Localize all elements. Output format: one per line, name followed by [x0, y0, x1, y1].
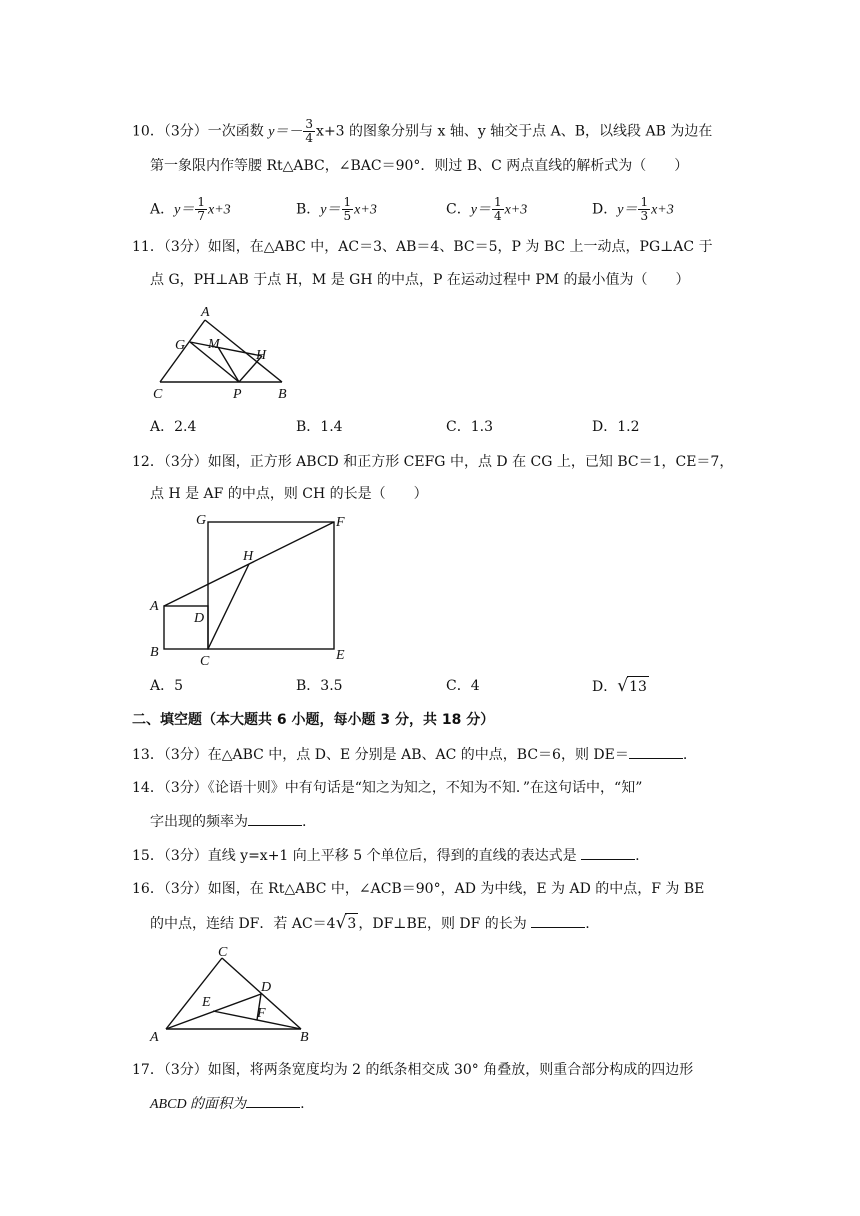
q11-option-a: A．2.4 [150, 419, 197, 435]
q10-fraction: $\frac{3}{4}$ [305, 117, 314, 145]
q12-label-c: C [200, 654, 210, 669]
q14-line2: 字出现的频率为 . [150, 811, 306, 832]
q13-line: 13．（3分）在△ABC 中，点 D、E 分别是 AB、AC 的中点，BC＝6，则 DE＝ . [132, 744, 687, 765]
q12-label-a: A [150, 599, 159, 614]
q11-option-d: D．1.2 [592, 419, 640, 435]
q16-label-b: B [300, 1030, 309, 1044]
q17-line2: ABCD 的面积为 . [150, 1093, 305, 1115]
q17-blank [246, 1093, 300, 1108]
q10-option-c: C．y＝ $\frac{1}{4}$ x+3 [446, 195, 528, 223]
q16-label-a: A [150, 1030, 159, 1044]
q14-blank [248, 811, 302, 826]
q16-triangle-figure [148, 944, 318, 1044]
q17-line1: 17．（3分）如图，将两条宽度均为 2 的纸条相交成 30° 角叠放，则重合部分构成的四边形 [132, 1062, 694, 1078]
q14-line1: 14．（3分）《论语十则》中有句话是“知之为知之，不知为不知．”在这句话中，“知” [132, 780, 643, 796]
q11-label-p: P [233, 387, 242, 402]
q16-label-f: F [257, 1006, 266, 1021]
q11-line1: 11．（3分）如图，在△ABC 中，AC＝3、AB＝4、BC＝5，P 为 BC 上一动点，PG⊥AC 于 [132, 239, 713, 255]
q16-label-e: E [202, 995, 211, 1010]
q16-line2: 的中点，连结 DF．若 AC＝4√3 ，DF⊥BE，则 DF 的长为 . [150, 913, 590, 933]
q16-label-c: C [218, 945, 228, 960]
q13-blank [629, 744, 683, 759]
q16-label-d: D [261, 980, 272, 995]
q16-line1: 16．（3分）如图，在 Rt△ABC 中，∠ACB＝90°，AD 为中线，E 为 AD 的中点，F 为 BE [132, 881, 705, 897]
q11-label-c: C [153, 387, 163, 402]
q12-label-f: F [336, 515, 345, 530]
q11-triangle-figure [148, 304, 298, 404]
q12-label-e: E [336, 648, 345, 663]
q11-label-a: A [201, 305, 210, 320]
q12-line1: 12．（3分）如图，正方形 ABCD 和正方形 CEFG 中，点 D 在 CG 上，已知 BC＝1，CE＝7， [132, 454, 734, 470]
q11-label-h: H [256, 348, 267, 363]
q12-label-b: B [150, 645, 159, 660]
section-fill-in-title: 二、填空题（本大题共 6 小题，每小题 3 分，共 18 分） [132, 712, 495, 728]
q12-line2: 点 H 是 AF 的中点，则 CH 的长是（ ） [150, 486, 428, 502]
q10-option-b: B．y＝ $\frac{1}{5}$ x+3 [296, 195, 377, 223]
q15-line: 15．（3分）直线 y=x+1 向上平移 5 个单位后，得到的直线的表达式是 . [132, 845, 640, 866]
q11-label-g: G [175, 338, 186, 353]
q12-label-h: H [243, 549, 254, 564]
q12-label-g: G [196, 513, 207, 528]
q12-label-d: D [194, 611, 205, 626]
q15-blank [581, 845, 635, 860]
q12-option-c: C．4 [446, 678, 480, 694]
q12-squares-figure [146, 510, 356, 670]
q11-label-m: M [208, 337, 220, 352]
q10-line1: 10．（3分）一次函数 y＝－ $\frac{3}{4}$ x+3 的图象分别与 x 轴、y 轴交于点 A、B，以线段 AB 为边在 [132, 117, 713, 145]
q11-line2: 点 G，PH⊥AB 于点 H，M 是 GH 的中点，P 在运动过程中 PM 的最小值为（ ） [150, 272, 690, 288]
q10-option-a: A．y＝ $\frac{1}{7}$ x+3 [150, 195, 231, 223]
q10-line2: 第一象限内作等腰 Rt△ABC，∠BAC＝90°．则过 B、C 两点直线的解析式为（ ） [150, 158, 689, 174]
q12-option-d: D．√13 [592, 676, 647, 696]
q16-blank [531, 913, 585, 928]
q12-option-b: B．3.5 [296, 678, 343, 694]
q11-label-b: B [278, 387, 287, 402]
q12-option-a: A．5 [150, 678, 184, 694]
q11-option-b: B．1.4 [296, 419, 343, 435]
q10-option-d: D．y＝ $\frac{1}{3}$ x+3 [592, 195, 674, 223]
q11-option-c: C．1.3 [446, 419, 493, 435]
